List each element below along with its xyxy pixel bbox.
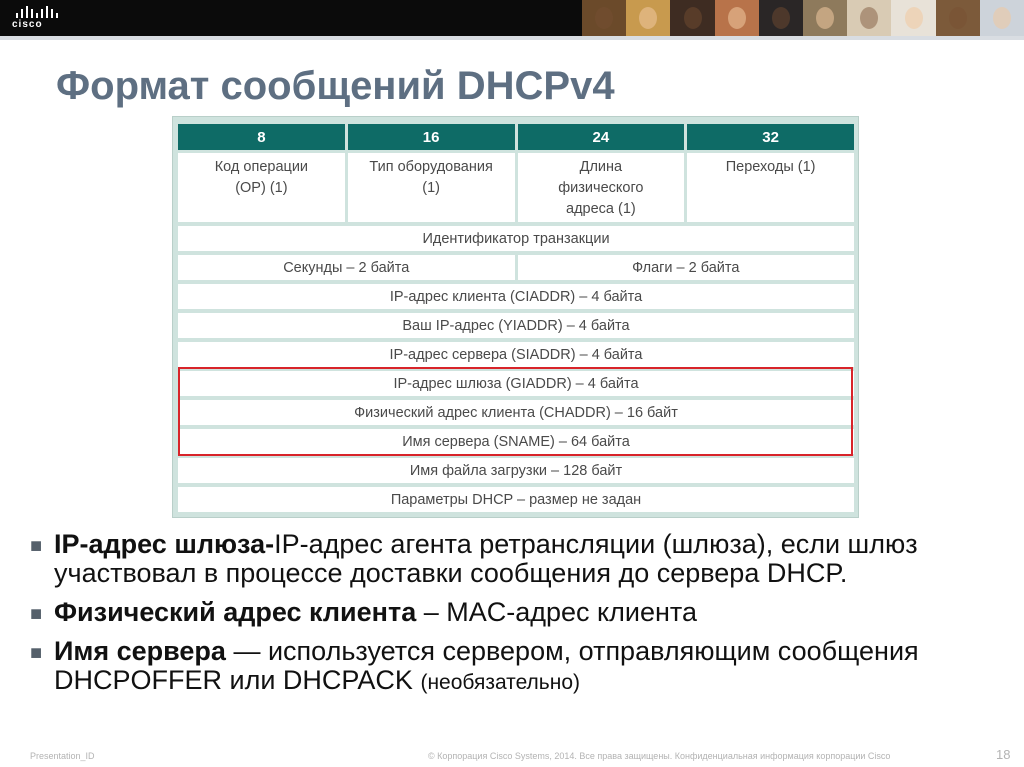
cell-dhcp-options: Параметры DHCP – размер не задан bbox=[178, 487, 854, 512]
person-face-icon bbox=[993, 7, 1011, 29]
cell-line: физического bbox=[558, 180, 644, 196]
table-row bbox=[178, 458, 854, 483]
bullet-square-icon: ■ bbox=[30, 535, 43, 557]
footer-presentation-id: Presentation_ID bbox=[30, 751, 95, 761]
cell-ciaddr: IP-адрес клиента (CIADDR) – 4 байта bbox=[178, 284, 854, 309]
bullet-note: (необязательно) bbox=[420, 671, 581, 694]
person-face-icon bbox=[728, 7, 746, 29]
header-photo bbox=[980, 0, 1024, 36]
header-cell: 16 bbox=[348, 124, 515, 150]
table-row bbox=[178, 371, 854, 396]
cell-yiaddr: Ваш IP-адрес (YIADDR) – 4 байта bbox=[178, 313, 854, 338]
cell-flags: Флаги – 2 байта bbox=[518, 255, 855, 280]
bullet-term: IP-адрес шлюза- bbox=[54, 529, 275, 559]
dhcp-message-table bbox=[178, 124, 854, 516]
table-row bbox=[178, 226, 854, 251]
bullet-list bbox=[30, 530, 1010, 707]
table-header-row bbox=[178, 124, 854, 150]
cell-line: Длина bbox=[579, 159, 623, 175]
cell-sname: Имя сервера (SNAME) – 64 байта bbox=[178, 429, 854, 454]
cell-line: Переходы (1) bbox=[725, 159, 816, 175]
cell-siaddr: IP-адрес сервера (SIADDR) – 4 байта bbox=[178, 342, 854, 367]
cell-chaddr: Физический адрес клиента (CHADDR) – 16 байт bbox=[178, 400, 854, 425]
header-photo bbox=[759, 0, 803, 36]
table-row bbox=[178, 429, 854, 454]
header-photo bbox=[582, 0, 626, 36]
header-photo bbox=[891, 0, 935, 36]
bullet-square-icon: ■ bbox=[30, 642, 43, 664]
person-face-icon bbox=[860, 7, 878, 29]
person-face-icon bbox=[905, 7, 923, 29]
cell-line: Код операции bbox=[214, 159, 309, 175]
cisco-logo-bars-icon bbox=[16, 6, 58, 18]
bullet-text: – MAC-адрес клиента bbox=[416, 597, 697, 627]
person-face-icon bbox=[639, 7, 657, 29]
table-row bbox=[178, 487, 854, 512]
bullet-term: Физический адрес клиента bbox=[54, 597, 417, 627]
cell-giaddr: IP-адрес шлюза (GIADDR) – 4 байта bbox=[178, 371, 854, 396]
cell-seconds: Секунды – 2 байта bbox=[178, 255, 515, 280]
cell-boot-file: Имя файла загрузки – 128 байт bbox=[178, 458, 854, 483]
table-row-first bbox=[178, 153, 854, 222]
bullet-term: Имя сервера bbox=[54, 636, 226, 666]
cell-hardware-length bbox=[518, 153, 685, 222]
cell-transaction-id: Идентификатор транзакции bbox=[178, 226, 854, 251]
header-photo bbox=[847, 0, 891, 36]
header-photo bbox=[670, 0, 714, 36]
person-face-icon bbox=[949, 7, 967, 29]
page-number: 18 bbox=[996, 747, 1011, 762]
bullet-text: IP-адрес агента ретрансляции (шлюза), если шлюз участвовал в процессе доставки сообщения до сервера DHCP. bbox=[54, 529, 918, 588]
cell-hops bbox=[687, 153, 854, 222]
cell-hardware-type bbox=[348, 153, 515, 222]
table-row bbox=[178, 284, 854, 309]
cisco-logo-text: cisco bbox=[12, 19, 43, 30]
header-photo bbox=[803, 0, 847, 36]
cell-line: Тип оборудования bbox=[369, 159, 493, 175]
person-face-icon bbox=[816, 7, 834, 29]
header-cell: 8 bbox=[178, 124, 345, 150]
bullet-square-icon: ■ bbox=[30, 603, 43, 625]
footer-copyright: © Корпорация Cisco Systems, 2014. Все права защищены. Конфиденциальная информация корпорации Cisco bbox=[428, 751, 891, 761]
table-row bbox=[178, 313, 854, 338]
cell-line: (OP) (1) bbox=[235, 180, 288, 196]
table-row bbox=[178, 342, 854, 367]
header-cell: 32 bbox=[687, 124, 854, 150]
photo-strip bbox=[582, 0, 1024, 36]
header-cell: 24 bbox=[518, 124, 685, 150]
bullet-text: — используется сервером, отправляющим сообщения DHCPOFFER или DHCPACK bbox=[54, 636, 919, 695]
cell-line: (1) bbox=[422, 180, 440, 196]
top-bar bbox=[0, 0, 1024, 36]
bullet-item bbox=[30, 637, 1010, 697]
cisco-logo bbox=[10, 4, 58, 32]
slide-title: Формат сообщений DHCPv4 bbox=[56, 64, 615, 108]
cell-op-code bbox=[178, 153, 345, 222]
cell-line: адреса (1) bbox=[566, 201, 636, 217]
person-face-icon bbox=[772, 7, 790, 29]
header-photo bbox=[936, 0, 980, 36]
person-face-icon bbox=[684, 7, 702, 29]
table-row bbox=[178, 255, 854, 280]
person-face-icon bbox=[595, 7, 613, 29]
header-photo bbox=[626, 0, 670, 36]
header-photo bbox=[715, 0, 759, 36]
header-divider bbox=[0, 36, 1024, 40]
bullet-item bbox=[30, 530, 1010, 588]
bullet-item bbox=[30, 598, 1010, 627]
table-row bbox=[178, 400, 854, 425]
